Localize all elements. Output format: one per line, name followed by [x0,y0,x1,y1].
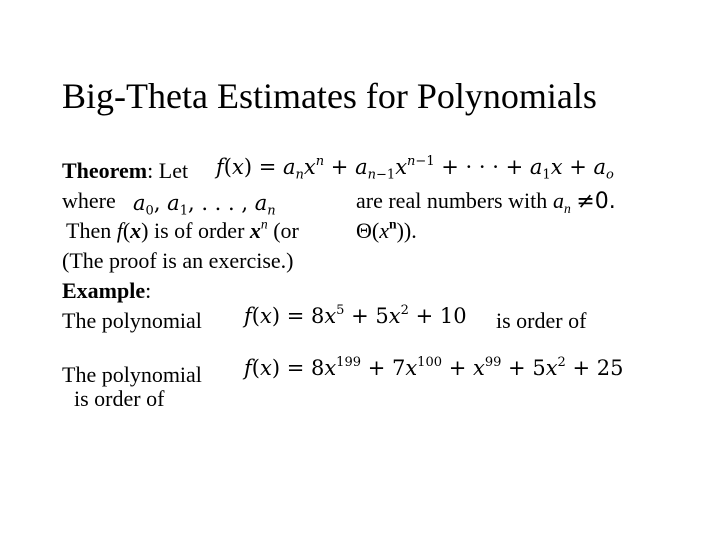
theorem-label: Theorem [62,158,148,183]
poly1-label: The polynomial [62,308,202,333]
theorem-formula: $f(x) = a_nx^n + a_{n-1}x^{n-1}$ + · · · + $a_1x + a_o$ [216,153,614,183]
poly1-suffix: is order of [496,308,587,333]
nonzero-condition: $a_n \ne 0$. [553,188,616,216]
theorem-heading [62,158,188,184]
slide-title: Big-Theta Estimates for Polynomials [62,76,597,116]
theta-notation: $\Theta(x^n)$). [356,216,417,243]
poly2-suffix: is order of [74,386,165,411]
example-colon: : [145,278,152,303]
real-numbers-text: are real numbers with [356,188,548,213]
proof-note: (The proof is an exercise.) [62,248,294,273]
theorem-let: : Let [147,158,189,183]
example-heading [62,278,151,304]
then-text: Then f(x) is of order $x^n$ (or [66,216,299,243]
poly1-formula: $f(x) = 8x^5 + 5x^2 + 10$ [244,302,467,328]
poly2-label: The polynomial [62,362,202,387]
coefficients-list: $a_0$, $a_1$, . . . , $a_n$ [133,191,276,219]
example-label: Example [62,278,146,303]
poly2-formula: $f(x) = 8x^{199} + 7x^{100} + x^{99} + 5x^2 + 25$ [244,354,624,380]
where-text: where [62,188,116,213]
